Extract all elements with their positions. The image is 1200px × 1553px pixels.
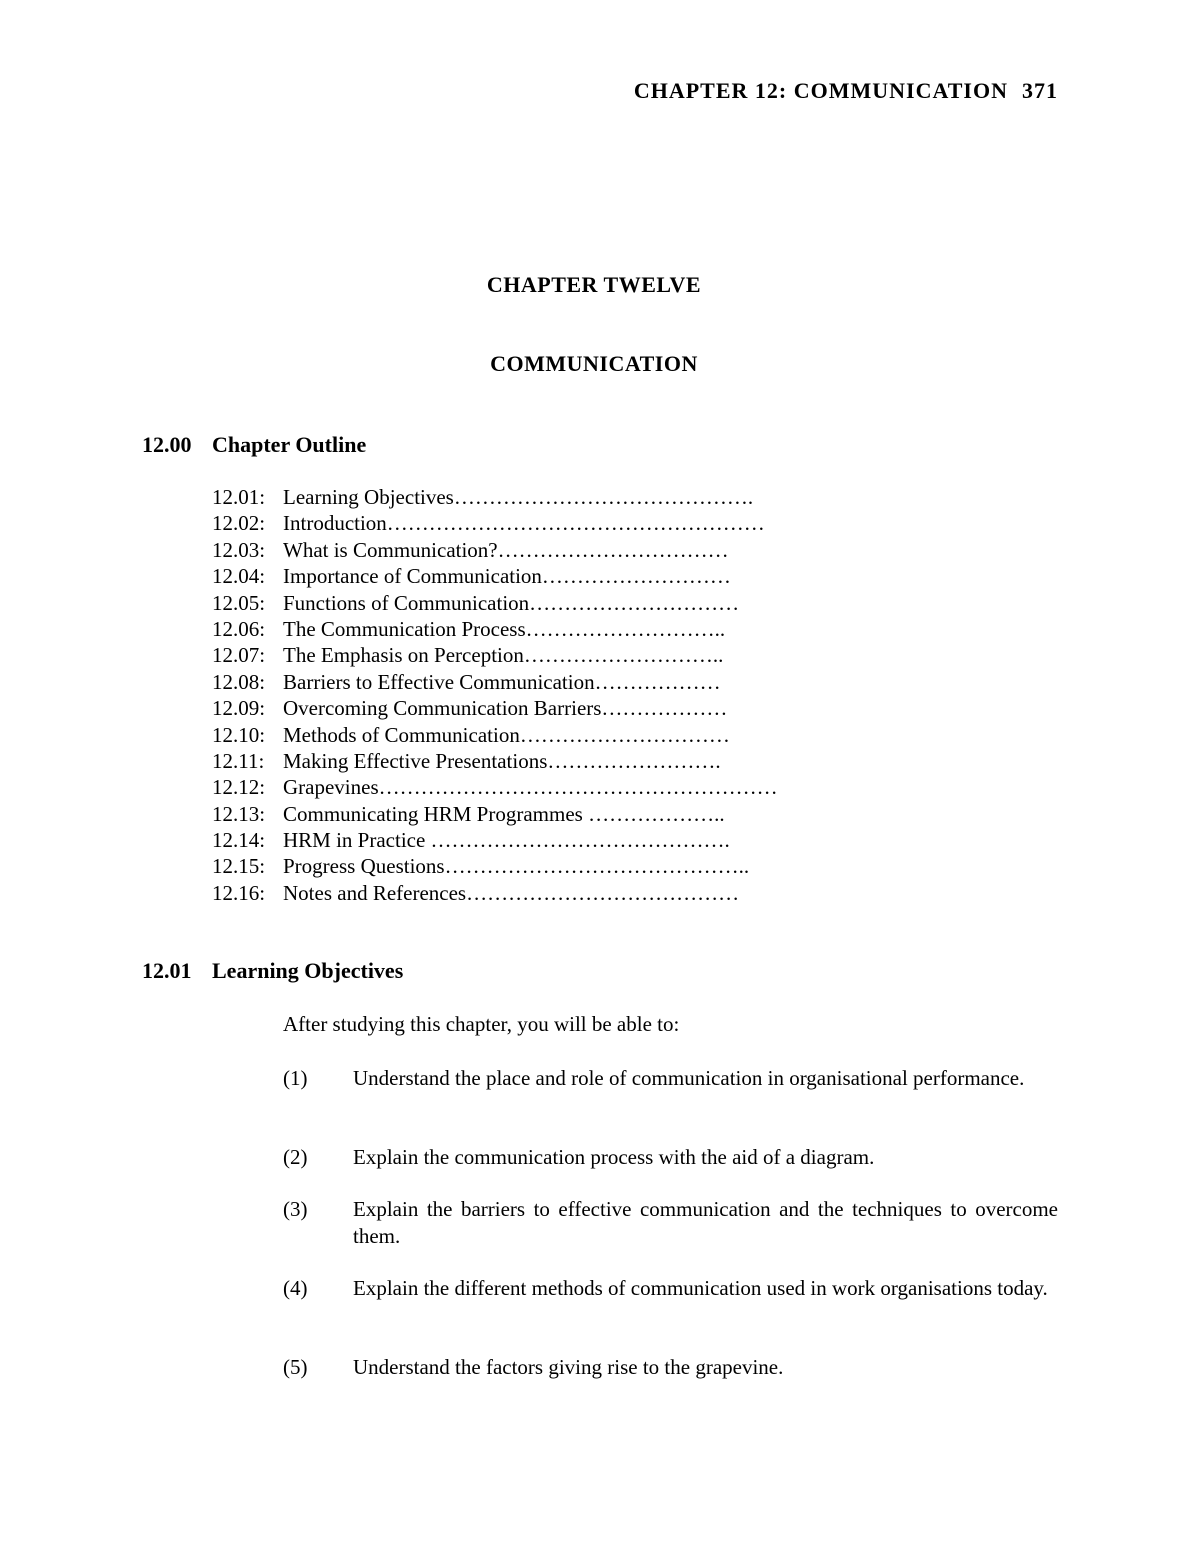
outline-item [212, 827, 778, 853]
outline-item [212, 801, 778, 827]
objectives-section-title: Learning Objectives [212, 958, 404, 983]
outline-item [212, 616, 778, 642]
outline-section-title: Chapter Outline [212, 432, 367, 457]
objective-marker: (2) [283, 1145, 308, 1169]
outline-item [212, 642, 778, 668]
outline-item-number: 12.06: [212, 616, 266, 641]
outline-item-text: HRM in Practice ……………………………………. [283, 828, 730, 853]
objective-item [283, 1065, 1058, 1092]
objective-item [283, 1354, 1058, 1381]
objective-item [283, 1275, 1058, 1302]
outline-item [212, 722, 778, 748]
outline-item-number: 12.04: [212, 564, 266, 589]
outline-item [212, 590, 778, 616]
outline-item-text: What is Communication?…………………………… [283, 537, 729, 562]
outline-item [212, 484, 778, 510]
outline-item [212, 563, 778, 589]
page-number: 371 [1022, 78, 1058, 103]
outline-item-number: 12.03: [212, 537, 266, 562]
outline-item-text: Notes and References………………………………… [283, 880, 740, 905]
outline-item-number: 12.13: [212, 801, 266, 826]
objective-marker: (5) [283, 1355, 308, 1379]
outline-item-text: Overcoming Communication Barriers……………… [283, 696, 728, 721]
outline-item-text: Progress Questions…………………………………….. [283, 854, 750, 879]
outline-item-number: 12.10: [212, 722, 266, 747]
outline-item [212, 880, 778, 906]
outline-item-number: 12.16: [212, 880, 266, 905]
outline-item [212, 853, 778, 879]
objective-text: Understand the place and role of communication in organisational performance. [353, 1066, 1025, 1090]
objective-text: Explain the different methods of communication used in work organisations today. [353, 1276, 1048, 1300]
outline-item-text: Grapevines………………………………………………… [283, 775, 778, 800]
objective-marker: (3) [283, 1197, 308, 1221]
outline-item-number: 12.08: [212, 669, 266, 694]
objective-item [283, 1196, 1058, 1250]
objective-marker: (4) [283, 1276, 308, 1300]
outline-item-number: 12.14: [212, 828, 266, 853]
outline-item [212, 537, 778, 563]
objective-item [283, 1144, 1058, 1171]
outline-item-number: 12.11: [212, 748, 265, 773]
outline-item [212, 669, 778, 695]
objective-text: Understand the factors giving rise to the grapevine. [353, 1355, 784, 1379]
outline-item-number: 12.07: [212, 643, 266, 668]
outline-item-text: Importance of Communication……………………… [283, 564, 731, 589]
outline-item-text: Learning Objectives……………………………………. [283, 485, 754, 509]
outline-item-text: Functions of Communication………………………… [283, 590, 740, 615]
chapter-label: CHAPTER TWELVE [486, 272, 702, 297]
outline-item [212, 695, 778, 721]
chapter-title: COMMUNICATION [490, 351, 698, 376]
outline-section-number: 12.00 [142, 432, 192, 457]
running-title: CHAPTER 12: COMMUNICATION [633, 78, 1008, 103]
outline-item [212, 748, 778, 774]
outline-item-text: Communicating HRM Programmes ……………….. [283, 801, 725, 826]
outline-item-number: 12.05: [212, 590, 266, 615]
outline-item-number: 12.15: [212, 854, 266, 879]
objective-text: Explain the communication process with the aid of a diagram. [353, 1145, 875, 1169]
outline-item-number: 12.09: [212, 696, 266, 721]
objectives-intro: After studying this chapter, you will be able to: [283, 1012, 680, 1036]
objectives-section-number: 12.01 [142, 958, 192, 983]
outline-heading [142, 432, 366, 458]
outline-item-number: 12.01: [212, 485, 266, 509]
outline-item-text: Introduction……………………………………………… [283, 511, 765, 536]
outline-item-number: 12.12: [212, 775, 266, 800]
objective-marker: (1) [283, 1066, 308, 1090]
outline-item-text: Barriers to Effective Communication……………… [283, 669, 721, 694]
outline-item [212, 510, 778, 536]
outline-item-number: 12.02: [212, 511, 266, 536]
objectives-heading [142, 958, 403, 984]
outline-item-text: The Emphasis on Perception……………………….. [283, 643, 724, 668]
outline-item [212, 774, 778, 800]
running-header [634, 78, 1058, 104]
outline-item-text: The Communication Process……………………….. [283, 616, 726, 641]
outline-item-text: Making Effective Presentations……………………. [283, 748, 721, 773]
objective-text: Explain the barriers to effective communication and the techniques to overcome them. [353, 1197, 1058, 1248]
chapter-outline-list [212, 484, 778, 906]
outline-item-text: Methods of Communication………………………… [283, 722, 730, 747]
